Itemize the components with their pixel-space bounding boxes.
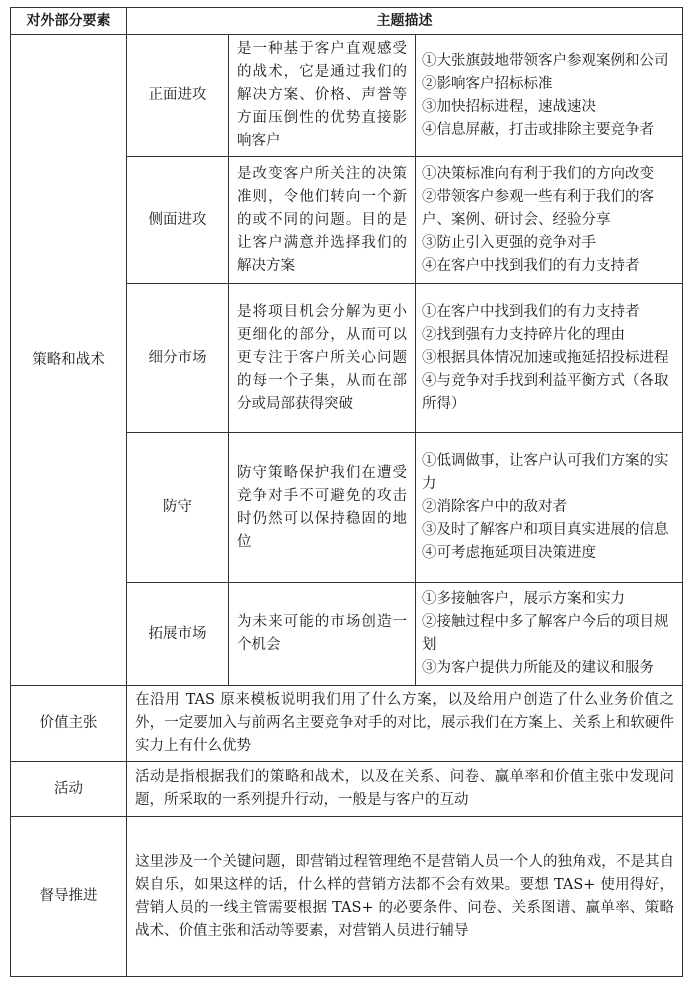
header-description-column: 主题描述 [127,8,683,35]
tactic-description: 是将项目机会分解为更小更细化的部分，从而可以更专注于客户所关心问题的每一个子集，从而在部分或局部获得突破 [229,284,416,433]
action-item: ①大张旗鼓地带领客户参观案例和公司 [422,52,669,69]
tactic-description: 是改变客户所关注的决策准则，令他们转向一个新的或不同的问题。目的是让客户满意并选择我们的解决方案 [229,157,416,284]
action-item: ②接触过程中多了解客户今后的项目规划 [422,614,669,653]
action-item: ③防止引入更强的竞争对手 [422,234,596,251]
tas-element-table [10,7,683,977]
action-item: ②找到强有力支持碎片化的理由 [422,326,625,343]
tactic-actions [416,157,683,284]
tactic-description: 是一种基于客户直观感受的战术，它是通过我们的解决方案、价格、声誉等方面压倒性的优势直接影响客户 [229,35,416,157]
supervision-text: 这里涉及一个关键问题，即营销过程管理绝不是营销人员一个人的独角戏，不是其自娱自乐，如果这样的话，什么样的营销方法都不会有效果。要想 TAS+ 使用得好，营销人员的一线主管需要根据 TAS+ 的必要条件、问卷、关系图谱、赢单率、策略战术、价值主张和活动等要素，对营销人员进行辅导 [127,817,683,977]
action-item: ②影响客户招标标准 [422,75,553,92]
action-item: ①低调做事，让客户认可我们方案的实力 [422,453,669,492]
action-item: ③加快招标进程，速战速决 [422,98,596,115]
action-item: ①决策标准向有利于我们的方向改变 [422,165,654,182]
activity-text: 活动是指根据我们的策略和战术，以及在关系、问卷、赢单率和价值主张中发现问题，所采取的一系列提升行动，一般是与客户的互动 [127,762,683,817]
tactic-name: 侧面进攻 [127,157,229,284]
value-proposition-text: 在沿用 TAS 原来模板说明我们用了什么方案，以及给用户创造了什么业务价值之外，一定要加入与前两名主要竞争对手的对比，展示我们在方案上、关系上和软硬件实力上有什么优势 [127,686,683,762]
activity-row [11,762,683,817]
action-item: ④与竞争对手找到利益平衡方式（各取所得） [422,372,669,412]
action-item: ②消除客户中的敌对者 [422,499,567,515]
action-item: ④信息屏蔽，打击或排除主要竞争者 [422,121,654,138]
action-item: ①多接触客户，展示方案和实力 [422,591,625,607]
header-element-column: 对外部分要素 [11,8,127,35]
action-item: ③根据具体情况加速或拖延招投标进程 [422,349,669,366]
action-item: ③为客户提供力所能及的建议和服务 [422,660,654,676]
action-item: ④在客户中找到我们的有力支持者 [422,257,640,274]
value-proposition-label: 价值主张 [11,686,127,762]
supervision-row [11,817,683,977]
action-item: ②带领客户参观一些有利于我们的客户、案例、研讨会、经验分享 [422,188,654,228]
tactic-actions [416,284,683,433]
value-proposition-row [11,686,683,762]
strategy-row-frontal [11,35,683,157]
action-item: ③及时了解客户和项目真实进展的信息 [422,522,669,538]
supervision-label: 督导推进 [11,817,127,977]
activity-label: 活动 [11,762,127,817]
tactic-name: 细分市场 [127,284,229,433]
tactic-description: 为未来可能的市场创造一个机会 [229,583,416,686]
tactic-name: 拓展市场 [127,583,229,686]
action-item: ①在客户中找到我们的有力支持者 [422,303,640,320]
tactic-description: 防守策略保护我们在遭受竞争对手不可避免的攻击时仍然可以保持稳固的地位 [229,433,416,583]
tactic-actions [416,35,683,157]
tactic-name: 防守 [127,433,229,583]
tactic-actions [416,433,683,583]
strategy-label: 策略和战术 [11,35,127,686]
tactic-actions [416,583,683,686]
action-item: ④可考虑拖延项目决策进度 [422,545,596,561]
tactic-name: 正面进攻 [127,35,229,157]
header-row [11,8,683,35]
